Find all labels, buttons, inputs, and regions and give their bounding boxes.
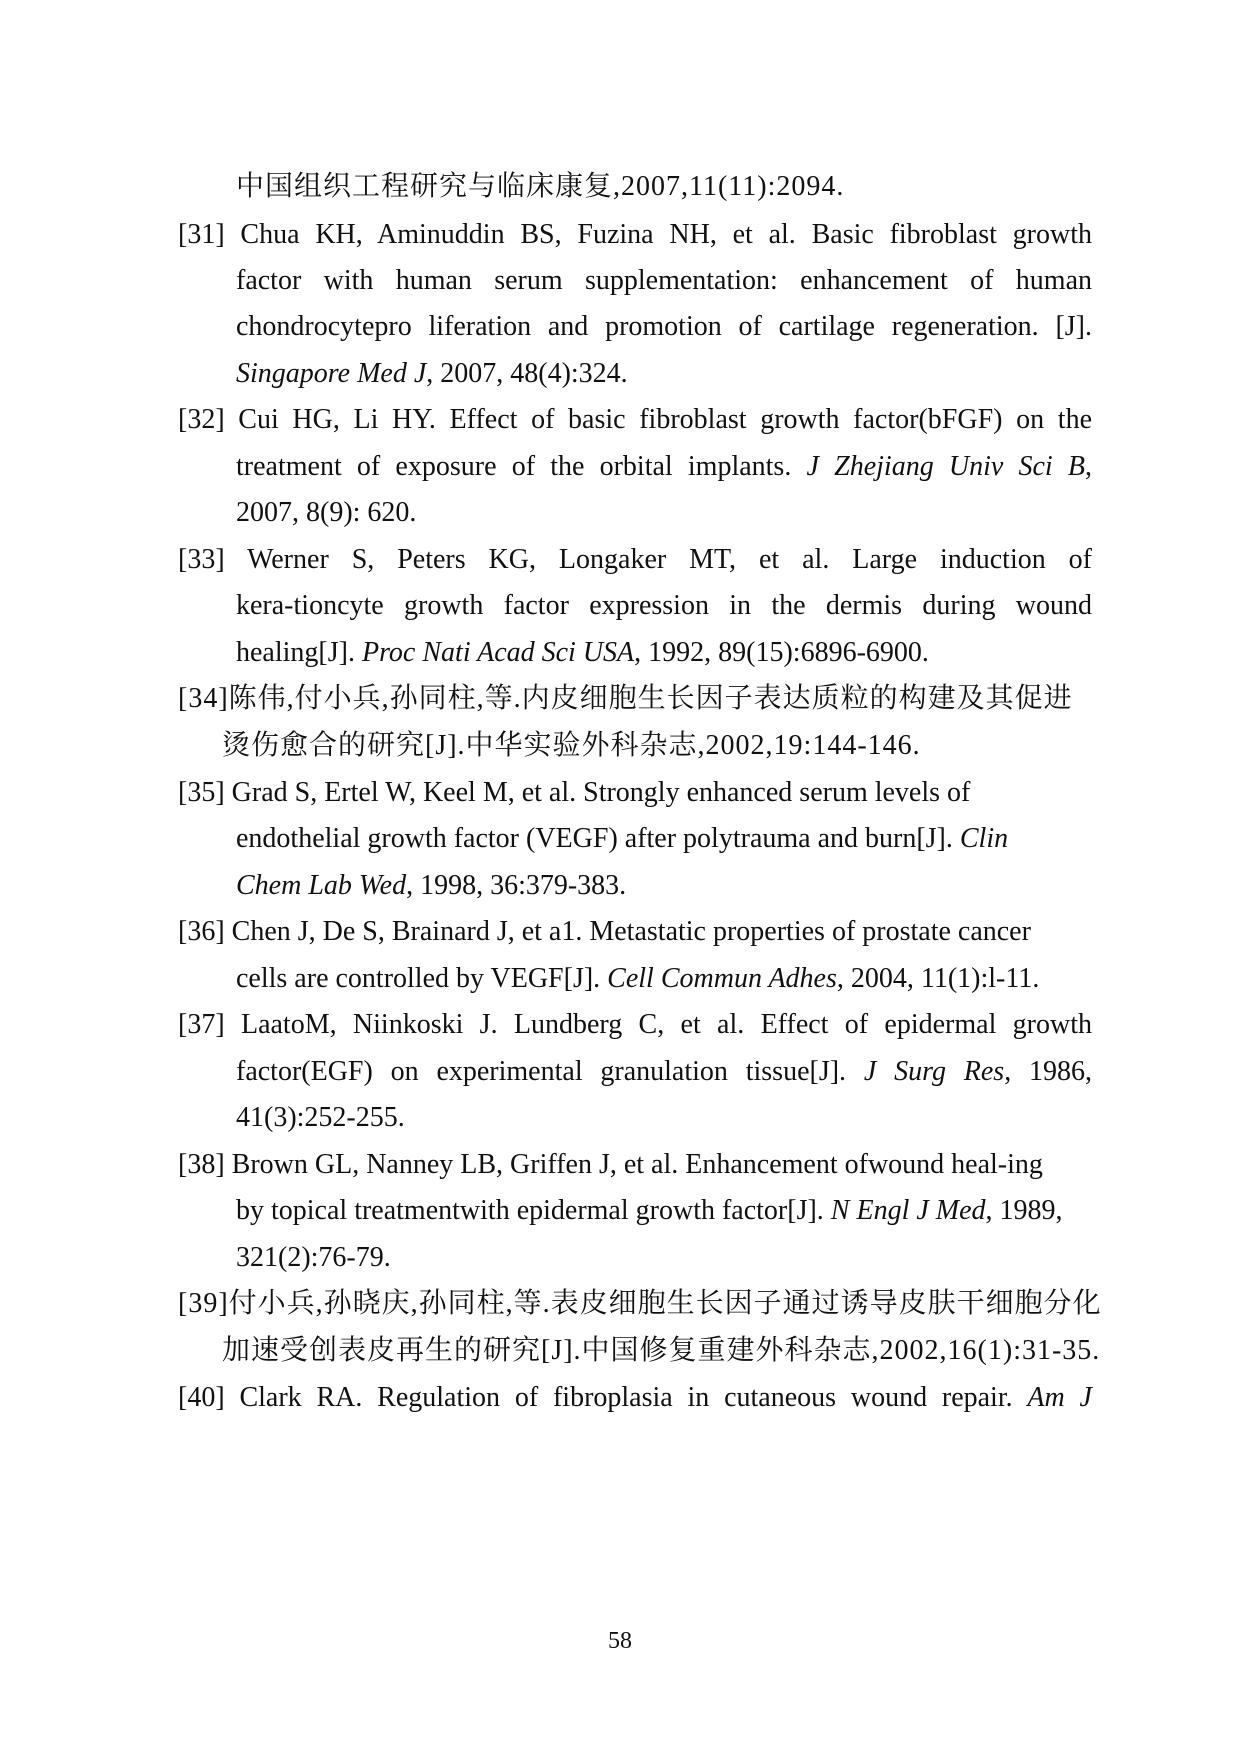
journal-title: Chem Lab Wed bbox=[236, 870, 407, 901]
reference-line: 41(3):252-255. bbox=[236, 1102, 405, 1133]
journal-title: N Engl J Med bbox=[830, 1195, 986, 1226]
reference-line bbox=[236, 357, 1092, 391]
reference-line: [35] Grad S, Ertel W, Keel M, et al. Strongly enhanced serum levels of bbox=[178, 777, 971, 808]
reference-line bbox=[236, 869, 1092, 903]
reference-text: , 1989, bbox=[985, 1195, 1063, 1226]
reference-line: kera-tioncyte growth factor expression in the dermis during wound bbox=[236, 590, 1092, 621]
reference-line bbox=[236, 962, 1092, 996]
reference-line bbox=[178, 1381, 1092, 1415]
reference-line: chondrocytepro liferation and promotion of cartilage regeneration. [J]. bbox=[236, 311, 1092, 342]
reference-line: [32] Cui HG, Li HY. Effect of basic fibroblast growth factor(bFGF) on the bbox=[178, 404, 1092, 435]
reference-text: , 1998, 36:379-383. bbox=[406, 870, 627, 901]
reference-line bbox=[236, 450, 1092, 484]
reference-line: 2007, 8(9): 620. bbox=[236, 497, 417, 528]
journal-title: Clin bbox=[959, 823, 1009, 854]
reference-line: [36] Chen J, De S, Brainard J, et a1. Metastatic properties of prostate cancer bbox=[178, 916, 1031, 947]
reference-line: [33] Werner S, Peters KG, Longaker MT, et al. Large induction of bbox=[178, 544, 1092, 575]
reference-text: , 2007, 48(4):324. bbox=[426, 358, 628, 389]
reference-line: 烫伤愈合的研究[J].中华实验外科杂志,2002,19:144-146. bbox=[222, 730, 921, 761]
reference-line: [31] Chua KH, Aminuddin BS, Fuzina NH, et al. Basic fibroblast growth bbox=[178, 219, 1092, 250]
reference-text: endothelial growth factor (VEGF) after polytrauma and burn[J]. bbox=[236, 823, 960, 854]
reference-line: [34]陈伟,付小兵,孙同柱,等.内皮细胞生长因子表达质粒的构建及其促进 bbox=[178, 683, 1073, 714]
reference-text: factor(EGF) on experimental granulation tissue[J]. bbox=[236, 1056, 864, 1087]
reference-line bbox=[236, 1055, 1092, 1089]
journal-title: J Zhejiang Univ Sci B bbox=[806, 451, 1085, 482]
reference-text: , 1986, bbox=[1004, 1056, 1092, 1087]
reference-line: factor with human serum supplementation: enhancement of human bbox=[236, 265, 1092, 296]
reference-line: [37] LaatoM, Niinkoski J. Lundberg C, et al. Effect of epidermal growth bbox=[178, 1009, 1092, 1040]
reference-text: by topical treatmentwith epidermal growth factor[J]. bbox=[236, 1195, 831, 1226]
reference-text: , bbox=[1085, 451, 1092, 482]
reference-line bbox=[236, 1194, 1092, 1228]
journal-title: Singapore Med J bbox=[236, 358, 427, 389]
reference-line: [39]付小兵,孙晓庆,孙同柱,等.表皮细胞生长因子通过诱导皮肤干细胞分化 bbox=[178, 1288, 1102, 1319]
reference-text: healing[J]. bbox=[236, 637, 362, 668]
reference-line bbox=[236, 636, 1092, 670]
journal-title: J Surg Res bbox=[863, 1056, 1005, 1087]
journal-title: Am J bbox=[1027, 1382, 1092, 1413]
reference-text: [40] Clark RA. Regulation of fibroplasia in cutaneous wound repair. bbox=[178, 1382, 1028, 1413]
journal-title: Proc Nati Acad Sci USA bbox=[361, 637, 635, 668]
reference-text: cells are controlled by VEGF[J]. bbox=[236, 963, 608, 994]
reference-text: , 1992, 89(15):6896-6900. bbox=[634, 637, 929, 668]
reference-text: , 2004, 11(1):l-11. bbox=[836, 963, 1040, 994]
page-number: 58 bbox=[608, 1628, 632, 1654]
reference-line: 加速受创表皮再生的研究[J].中国修复重建外科杂志,2002,16(1):31-35. bbox=[222, 1335, 1101, 1366]
reference-line: 中国组织工程研究与临床康复,2007,11(11):2094. bbox=[236, 171, 845, 202]
reference-line: 321(2):76-79. bbox=[236, 1242, 391, 1273]
reference-line bbox=[236, 822, 1092, 856]
reference-line: [38] Brown GL, Nanney LB, Griffen J, et al. Enhancement ofwound heal-ing bbox=[178, 1149, 1043, 1180]
journal-title: Cell Commun Adhes bbox=[607, 963, 837, 994]
reference-text: treatment of exposure of the orbital implants. bbox=[236, 451, 807, 482]
